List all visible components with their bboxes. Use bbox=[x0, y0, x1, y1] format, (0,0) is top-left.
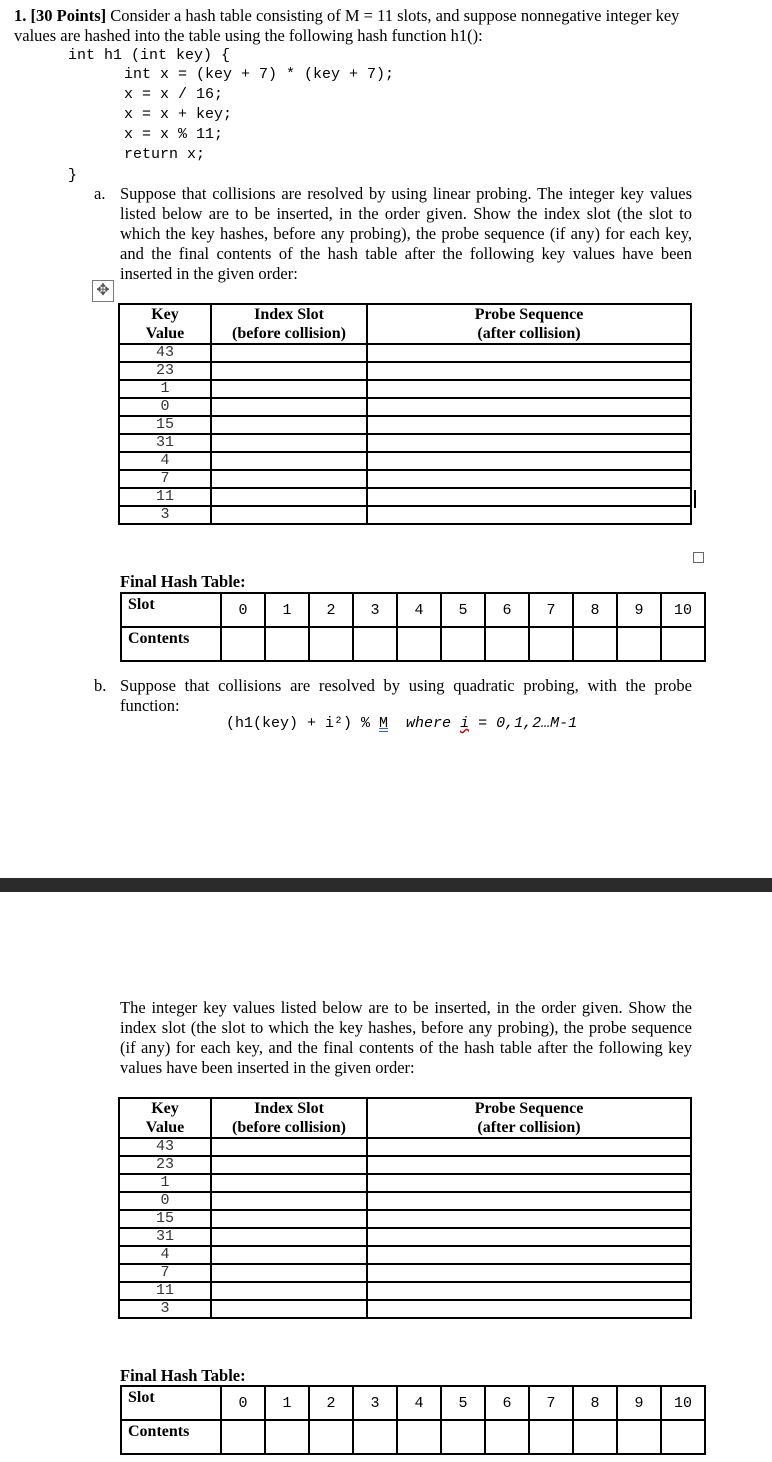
contents-cell[interactable] bbox=[309, 627, 353, 661]
code-line-2: int x = (key + 7) * (key + 7); bbox=[88, 66, 395, 83]
final-hash-table-b bbox=[120, 1385, 706, 1455]
slot-number: 2 bbox=[309, 593, 353, 627]
key-cell: 11 bbox=[119, 488, 211, 506]
slot-number: 0 bbox=[221, 1386, 265, 1420]
probe-cell[interactable] bbox=[367, 1300, 691, 1318]
contents-cell[interactable] bbox=[265, 627, 309, 661]
table-row bbox=[119, 398, 691, 416]
contents-row bbox=[121, 1420, 705, 1454]
key-cell: 23 bbox=[119, 1156, 211, 1174]
table-row bbox=[119, 434, 691, 452]
key-cell: 23 bbox=[119, 362, 211, 380]
probe-table-b bbox=[118, 1097, 692, 1319]
slot-label: Slot bbox=[121, 593, 221, 627]
index-cell[interactable] bbox=[211, 470, 367, 488]
header-key-line2: Value bbox=[145, 325, 185, 342]
index-cell[interactable] bbox=[211, 1300, 367, 1318]
header-index-line1: Index Slot bbox=[254, 1100, 324, 1117]
table-row bbox=[119, 1282, 691, 1300]
code-line-3: x = x / 16; bbox=[88, 86, 224, 103]
probe-cell[interactable] bbox=[367, 398, 691, 416]
probe-table-a bbox=[118, 303, 692, 525]
key-cell: 43 bbox=[119, 344, 211, 362]
key-cell: 0 bbox=[119, 1192, 211, 1210]
part-a-text: Suppose that collisions are resolved by using linear probing. The integer key values listed below are to be inserted, in the order given. Show the index slot (the slot to which the key hashes, before any probing), the probe sequence (if any) for each key, and the final contents of the hash table after the following key values have been inserted in the given order: bbox=[120, 184, 692, 283]
final-hash-table-a bbox=[120, 592, 706, 662]
table-row bbox=[119, 1210, 691, 1228]
index-cell[interactable] bbox=[211, 488, 367, 506]
key-cell: 15 bbox=[119, 416, 211, 434]
header-key-line1: Key bbox=[151, 306, 179, 323]
index-cell[interactable] bbox=[211, 452, 367, 470]
formula-m: M bbox=[379, 715, 389, 732]
header-probe-line1: Probe Sequence bbox=[474, 1100, 584, 1117]
table-row bbox=[119, 488, 691, 506]
probe-cell[interactable] bbox=[367, 1174, 691, 1192]
slot-number: 4 bbox=[397, 593, 441, 627]
slot-number: 0 bbox=[221, 593, 265, 627]
table-row bbox=[119, 362, 691, 380]
resize-handle-icon[interactable] bbox=[693, 552, 704, 563]
slot-number: 5 bbox=[441, 1386, 485, 1420]
slot-number: 7 bbox=[529, 1386, 573, 1420]
probe-cell[interactable] bbox=[367, 452, 691, 470]
slot-number: 10 bbox=[661, 1386, 705, 1420]
question-points: [30 Points] bbox=[30, 6, 107, 25]
code-line-7: } bbox=[68, 167, 78, 184]
question-header bbox=[14, 6, 704, 46]
contents-cell[interactable] bbox=[441, 1420, 485, 1454]
table-row bbox=[119, 470, 691, 488]
slot-row bbox=[121, 1386, 705, 1420]
part-b-continued-text: The integer key values listed below are to be inserted, in the order given. Show the index slot (the slot to which the key hashes, before any probing), the probe sequence (if any) for each key, and the final contents of the hash table after the following key values have been inserted in the given order: bbox=[120, 998, 692, 1077]
probe-cell[interactable] bbox=[367, 1210, 691, 1228]
contents-cell[interactable] bbox=[529, 1420, 573, 1454]
move-handle-icon[interactable]: ✥ bbox=[92, 280, 114, 302]
contents-cell[interactable] bbox=[353, 627, 397, 661]
slot-number: 5 bbox=[441, 593, 485, 627]
question-intro: Consider a hash table consisting of M = 11 slots, and suppose nonnegative integer key values are hashed into the table using the following hash function h1(): bbox=[14, 6, 680, 45]
header-index bbox=[211, 1098, 367, 1138]
table-row bbox=[119, 380, 691, 398]
header-probe bbox=[367, 304, 691, 344]
table-row bbox=[119, 506, 691, 524]
part-b-text: Suppose that collisions are resolved by using quadratic probing, with the probe function: bbox=[120, 676, 692, 715]
slot-number: 1 bbox=[265, 1386, 309, 1420]
table-row bbox=[119, 1174, 691, 1192]
question-number: 1. bbox=[14, 6, 27, 25]
header-key-line2: Value bbox=[145, 1119, 185, 1136]
table-row bbox=[119, 1264, 691, 1282]
probe-cell[interactable] bbox=[367, 380, 691, 398]
index-cell[interactable] bbox=[211, 1246, 367, 1264]
header-index-line1: Index Slot bbox=[254, 306, 324, 323]
probe-cell[interactable] bbox=[367, 1264, 691, 1282]
page-break bbox=[0, 878, 772, 892]
index-cell[interactable] bbox=[211, 344, 367, 362]
formula-range: = 0,1,2…M-1 bbox=[469, 715, 578, 732]
contents-cell[interactable] bbox=[573, 627, 617, 661]
final-table-title-b: Final Hash Table: bbox=[120, 1366, 246, 1385]
contents-cell[interactable] bbox=[397, 627, 441, 661]
code-line-1: int h1 (int key) { bbox=[68, 47, 231, 64]
slot-label: Slot bbox=[121, 1386, 221, 1420]
key-cell: 7 bbox=[119, 470, 211, 488]
slot-number: 6 bbox=[485, 593, 529, 627]
index-cell[interactable] bbox=[211, 398, 367, 416]
probe-cell[interactable] bbox=[367, 416, 691, 434]
table-row bbox=[119, 344, 691, 362]
part-a-letter: a. bbox=[94, 184, 106, 203]
table-row bbox=[119, 1156, 691, 1174]
table-header-row bbox=[119, 304, 691, 344]
probe-cell[interactable] bbox=[367, 362, 691, 380]
contents-row bbox=[121, 627, 705, 661]
slot-number: 8 bbox=[573, 593, 617, 627]
contents-cell[interactable] bbox=[265, 1420, 309, 1454]
probe-formula bbox=[226, 715, 577, 732]
contents-cell[interactable] bbox=[309, 1420, 353, 1454]
probe-cell[interactable] bbox=[367, 344, 691, 362]
key-cell: 43 bbox=[119, 1138, 211, 1156]
slot-number: 4 bbox=[397, 1386, 441, 1420]
slot-number: 8 bbox=[573, 1386, 617, 1420]
final-table-title-a: Final Hash Table: bbox=[120, 572, 246, 591]
slot-number: 2 bbox=[309, 1386, 353, 1420]
slot-number: 9 bbox=[617, 1386, 661, 1420]
formula-expression: (h1(key) + i²) % bbox=[226, 715, 380, 732]
probe-cell[interactable] bbox=[367, 1192, 691, 1210]
header-key-line1: Key bbox=[151, 1100, 179, 1117]
code-line-5: x = x % 11; bbox=[88, 126, 224, 143]
slot-number: 7 bbox=[529, 593, 573, 627]
probe-cell[interactable] bbox=[367, 1156, 691, 1174]
header-key bbox=[119, 304, 211, 344]
slot-number: 10 bbox=[661, 593, 705, 627]
slot-row bbox=[121, 593, 705, 627]
contents-cell[interactable] bbox=[661, 627, 705, 661]
index-cell[interactable] bbox=[211, 1228, 367, 1246]
contents-cell[interactable] bbox=[485, 627, 529, 661]
key-cell: 1 bbox=[119, 1174, 211, 1192]
contents-cell[interactable] bbox=[617, 1420, 661, 1454]
probe-cell[interactable] bbox=[367, 1228, 691, 1246]
formula-where: where bbox=[388, 715, 461, 732]
row-end-marker bbox=[694, 490, 696, 508]
header-probe-line2: (after collision) bbox=[477, 1119, 581, 1136]
contents-cell[interactable] bbox=[661, 1420, 705, 1454]
index-cell[interactable] bbox=[211, 1282, 367, 1300]
slot-number: 3 bbox=[353, 1386, 397, 1420]
contents-cell[interactable] bbox=[485, 1420, 529, 1454]
probe-cell[interactable] bbox=[367, 488, 691, 506]
header-index bbox=[211, 304, 367, 344]
table-row bbox=[119, 1246, 691, 1264]
slot-number: 9 bbox=[617, 593, 661, 627]
header-index-line2: (before collision) bbox=[232, 325, 346, 342]
index-cell[interactable] bbox=[211, 1138, 367, 1156]
contents-label: Contents bbox=[121, 1420, 221, 1454]
index-cell[interactable] bbox=[211, 434, 367, 452]
probe-cell[interactable] bbox=[367, 470, 691, 488]
probe-cell[interactable] bbox=[367, 434, 691, 452]
index-cell[interactable] bbox=[211, 1174, 367, 1192]
index-cell[interactable] bbox=[211, 1192, 367, 1210]
contents-cell[interactable] bbox=[617, 627, 661, 661]
key-cell: 1 bbox=[119, 380, 211, 398]
key-cell: 15 bbox=[119, 1210, 211, 1228]
index-cell[interactable] bbox=[211, 1156, 367, 1174]
index-cell[interactable] bbox=[211, 416, 367, 434]
formula-i: i bbox=[460, 715, 470, 732]
slot-number: 6 bbox=[485, 1386, 529, 1420]
contents-cell[interactable] bbox=[573, 1420, 617, 1454]
header-probe bbox=[367, 1098, 691, 1138]
probe-cell[interactable] bbox=[367, 1138, 691, 1156]
part-b-letter: b. bbox=[94, 676, 107, 695]
table-row bbox=[119, 1192, 691, 1210]
contents-cell[interactable] bbox=[353, 1420, 397, 1454]
slot-number: 3 bbox=[353, 593, 397, 627]
code-line-6: return x; bbox=[88, 146, 206, 163]
index-cell[interactable] bbox=[211, 1210, 367, 1228]
key-cell: 31 bbox=[119, 1228, 211, 1246]
contents-cell[interactable] bbox=[221, 1420, 265, 1454]
contents-cell[interactable] bbox=[441, 627, 485, 661]
header-key bbox=[119, 1098, 211, 1138]
index-cell[interactable] bbox=[211, 380, 367, 398]
key-cell: 0 bbox=[119, 398, 211, 416]
contents-cell[interactable] bbox=[529, 627, 573, 661]
table-row bbox=[119, 452, 691, 470]
key-cell: 31 bbox=[119, 434, 211, 452]
probe-cell[interactable] bbox=[367, 1246, 691, 1264]
table-row bbox=[119, 1300, 691, 1318]
header-index-line2: (before collision) bbox=[232, 1119, 346, 1136]
code-line-4: x = x + key; bbox=[88, 106, 233, 123]
probe-cell[interactable] bbox=[367, 506, 691, 524]
table-row bbox=[119, 416, 691, 434]
header-probe-line1: Probe Sequence bbox=[474, 306, 584, 323]
table-row bbox=[119, 1228, 691, 1246]
contents-cell[interactable] bbox=[221, 627, 265, 661]
key-cell: 3 bbox=[119, 506, 211, 524]
key-cell: 7 bbox=[119, 1264, 211, 1282]
index-cell[interactable] bbox=[211, 506, 367, 524]
table-row bbox=[119, 1138, 691, 1156]
probe-cell[interactable] bbox=[367, 1282, 691, 1300]
key-cell: 11 bbox=[119, 1282, 211, 1300]
key-cell: 4 bbox=[119, 452, 211, 470]
index-cell[interactable] bbox=[211, 1264, 367, 1282]
key-cell: 4 bbox=[119, 1246, 211, 1264]
header-probe-line2: (after collision) bbox=[477, 325, 581, 342]
contents-cell[interactable] bbox=[397, 1420, 441, 1454]
contents-label: Contents bbox=[121, 627, 221, 661]
slot-number: 1 bbox=[265, 593, 309, 627]
key-cell: 3 bbox=[119, 1300, 211, 1318]
index-cell[interactable] bbox=[211, 362, 367, 380]
table-header-row bbox=[119, 1098, 691, 1138]
